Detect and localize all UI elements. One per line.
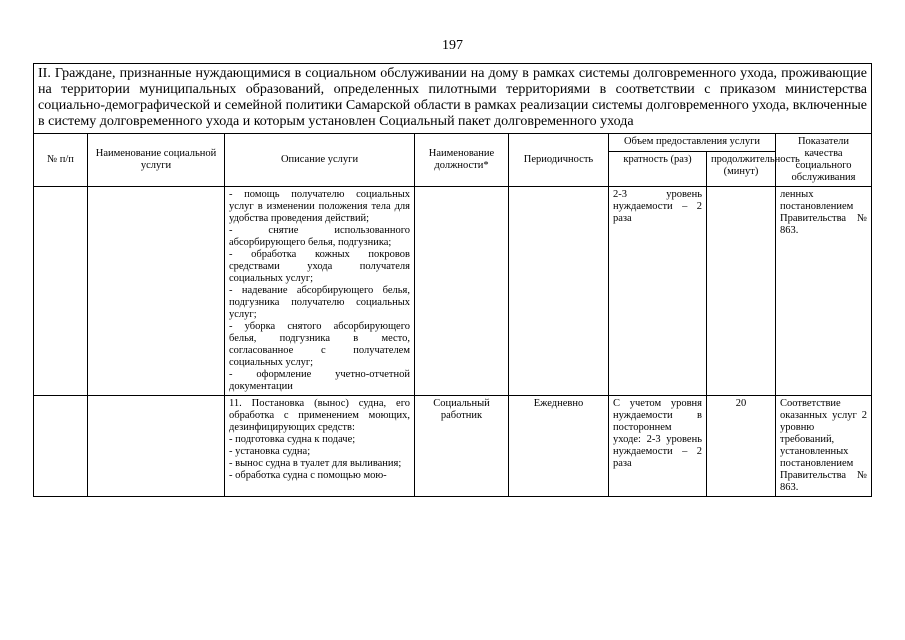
row1-name (88, 187, 225, 396)
row2-desc-line: 11. Постановка (вынос) судна, его обработка с применением моющих, дезинфицирующих средств: (229, 398, 410, 433)
row1-desc-line: - уборка снятого абсорбирующего белья, подгузника в место, согласованное с получателем социальных услуг; (229, 321, 410, 368)
header-periodicity: Периодичность (509, 134, 609, 187)
header-volume: Объем предоставления услуги (609, 134, 776, 152)
row1-periodicity (509, 187, 609, 396)
row2-position: Социальный работник (415, 396, 509, 497)
row1-desc-line: - обработка кожных покровов средствами ухода получателя социальных услуг; (229, 249, 410, 284)
header-quality: Показатели качества социального обслуживания (776, 134, 872, 187)
row1-desc-line: - помощь получателю социальных услуг в изменении положения тела для удобства проведения действий; (229, 189, 410, 224)
section-title: II. Граждане, признанные нуждающимися в социальном обслуживании на дому в рамках системы долговременного ухода, проживающие на территории муниципальных образований, определенных пилотными территориями в соответствии с приказом министерства социально-демографической и семейной политики Самарской области в рамках реализации системы долговременного ухода, включенные в систему долговременного ухода и которым установлен Социальный пакет долговременного ухода (34, 64, 872, 134)
row2-desc-line: - установка судна; (229, 446, 311, 457)
row1-desc (225, 187, 415, 396)
page-number: 197 (442, 38, 463, 53)
services-table (33, 63, 872, 497)
row1-multiplicity: 2-3 уровень нуждаемости – 2 раза (609, 187, 707, 396)
header-name: Наименование социальной услуги (88, 134, 225, 187)
header-duration: продолжительность (минут) (707, 152, 776, 187)
row1-position (415, 187, 509, 396)
row2-name (88, 396, 225, 497)
row1-quality: ленных постановлением Правительства № 863. (776, 187, 872, 396)
row1-desc-line: - надевание абсорбирующего белья, подгузника получателю социальных услуг; (229, 285, 410, 320)
row2-desc-line: - обработка судна с помощью мою- (229, 470, 387, 481)
row2-num (34, 396, 88, 497)
table-row (34, 396, 872, 497)
row2-desc (225, 396, 415, 497)
header-row-1 (34, 134, 872, 152)
row1-num (34, 187, 88, 396)
header-multiplicity: кратность (раз) (609, 152, 707, 187)
row2-desc-line: - вынос судна в туалет для выливания; (229, 458, 402, 469)
table-row (34, 187, 872, 396)
row1-desc-line: - снятие использованного абсорбирующего белья, подгузника; (229, 225, 410, 248)
row1-desc-line: - оформление учетно-отчетной документации (229, 369, 410, 392)
row2-desc-line: - подготовка судна к подаче; (229, 434, 356, 445)
row2-quality: Соответствие оказанных услуг 2 уровню требований, установленных постановлением Правительства № 863. (776, 396, 872, 497)
header-num: № п/п (34, 134, 88, 187)
row2-multiplicity: С учетом уровня нуждаемости в постороннем уходе: 2-3 уровень нуждаемости – 2 раза (609, 396, 707, 497)
header-desc: Описание услуги (225, 134, 415, 187)
section-row (34, 64, 872, 134)
row2-duration: 20 (707, 396, 776, 497)
row1-duration (707, 187, 776, 396)
row2-periodicity: Ежедневно (509, 396, 609, 497)
header-position: Наименование должности* (415, 134, 509, 187)
